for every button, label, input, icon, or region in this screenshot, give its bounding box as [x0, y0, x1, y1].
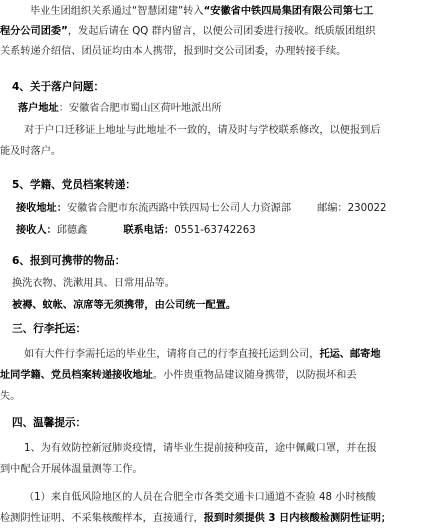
paragraph-league-transfer-line-1	[0, 3, 448, 21]
recipient-label: 接收人：	[16, 225, 57, 236]
tip2-line-1	[0, 489, 448, 507]
luggage-bold-2: 址同学籍、党员档案转递接收地址	[0, 370, 153, 381]
belongings-bedding: 被褥、蚊帐、凉席等无须携带，由公司统一配置。	[12, 300, 237, 311]
heading-belongings: 6、报到可携带的物品：	[12, 255, 126, 267]
tip1-line-2: 到中配合开展体温量测等工作。	[0, 464, 143, 475]
tip2-bold: 报到时须提供 3 日内核酸检测阴性证明；	[203, 513, 392, 524]
paragraph-league-transfer-line-3: 关系转递介绍信、团员证均由本人携带，报到时交公司团委，办理转接手续。	[0, 46, 347, 57]
luggage-line-3: 失。	[0, 391, 21, 402]
tip1-line-1	[0, 440, 448, 458]
luggage-text-1: 如有大件行李需托运的毕业生，请将自己的行李直接托运到公司，	[24, 349, 320, 360]
heading-archives: 5、学籍、党员档案转递：	[12, 179, 136, 191]
heading-household: 4、关于落户问题：	[12, 81, 105, 93]
postcode-label: 邮编：	[317, 203, 348, 214]
luggage-line-1	[0, 346, 448, 364]
league-transfer-target: “安徽省中铁四局集团有限公司第七工	[203, 6, 374, 17]
household-address-label: 落户地址	[18, 103, 59, 114]
luggage-text-2: 。小件贵重物品建议随身携带，以防损坏和丢	[152, 370, 357, 381]
heading-luggage: 三、行李托运：	[12, 323, 87, 335]
luggage-bold-1: 托运、邮寄地	[319, 349, 381, 360]
luggage-line-2	[0, 367, 448, 385]
household-note-line-1	[0, 122, 448, 140]
postcode-value: 230022	[347, 203, 387, 214]
tip1-text: 1、为有效防控新冠肺炎疫情，请毕业生提前接种疫苗，途中佩戴口罩，并在报	[24, 443, 377, 454]
archive-receive-address	[16, 200, 448, 218]
household-address	[18, 100, 448, 118]
league-transfer-target-cont: 程分公司团委”	[0, 26, 68, 37]
tip2-line-2	[0, 510, 448, 528]
paragraph-league-transfer-line-2	[0, 23, 448, 41]
recipient-value: 邱德鑫	[56, 225, 88, 236]
phone-value: 0551-63742263	[174, 225, 256, 236]
heading-tips: 四、温馨提示：	[12, 417, 87, 429]
household-note-line-2: 能及时落户。	[0, 146, 62, 157]
league-transfer-text-2: ，发起后请在 QQ 群内留言，以便公司团委进行接收。纸质版团组织	[67, 26, 376, 37]
tip2-text-2: 检测阴性证明、不采集核酸样本，直接通行，	[0, 513, 204, 524]
household-address-value: ：安徽省合肥市蜀山区荷叶地派出所	[58, 103, 222, 114]
phone-label: 联系电话：	[123, 225, 175, 236]
tip2-text: （1）来自低风险地区的人员在合肥全市各类交通卡口通道不查验 48 小时核酸	[24, 492, 376, 503]
receive-address-value: 安徽省合肥市东流西路中铁四局七公司人力资源部	[66, 203, 292, 214]
receive-address-label: 接收地址：	[16, 203, 67, 214]
belongings-items: 换洗衣物、洗漱用具、日常用品等。	[12, 278, 175, 289]
archive-recipient	[16, 222, 448, 240]
league-transfer-text: 毕业生团组织关系通过“智慧团建”转入	[30, 6, 204, 17]
household-note-text-1: 对于户口迁移证上地址与此地址不一致的，请及时与学校联系修改，以便报到后	[24, 125, 381, 136]
